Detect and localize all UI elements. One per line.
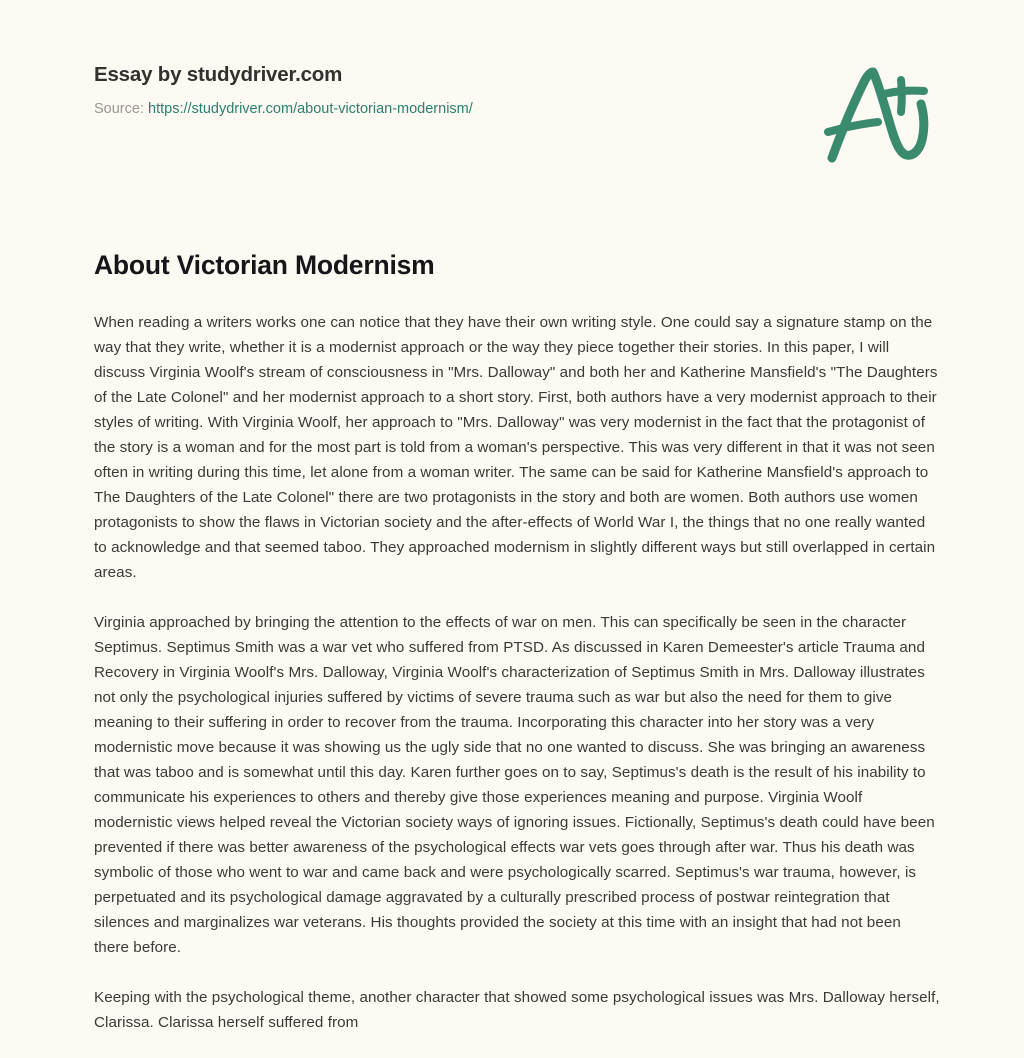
paragraph: Virginia approached by bringing the attention to the effects of war on men. This can specifically be seen in the character Septimus. Septimus Smith was a war vet who suffered from PTSD. As discussed in Karen Demeester's article Trauma and Recovery in Virginia Woolf's Mrs. Dalloway, Virginia Woolf's characterization of Septimus Smith in Mrs. Dalloway illustrates not only the psychological injuries suffered by victims of severe trauma such as war but also the need for them to give meaning to their suffering in order to recover from the trauma. Incorporating this character into her story was a very modernistic move because it was showing us the ugly side that no one wanted to discuss. She was bringing an awareness that was taboo and is somewhat until this day. Karen further goes on to say, Septimus's death is the result of his inability to communicate his experiences to others and thereby give those experiences meaning and purpose. Virginia Woolf modernistic views helped reveal the Victorian society ways of ignoring issues. Fictionally, Septimus's death could have been prevented if there was better awareness of the psychological effects war vets goes through after war. Thus his death was symbolic of those who went to war and came back and were psychologically scarred. Septimus's war trauma, however, is perpetuated and its psychological damage aggravated by a culturally prescribed process of postwar reintegration that silences and marginalizes war veterans. His thoughts provided the society at this time with an insight that had not been there before. <box>94 613 935 956</box>
studydriver-logo[interactable] <box>812 58 944 170</box>
paragraph: When reading a writers works one can notice that they have their own writing style. One could say a signature stamp on the way that they write, whether it is a modernist approach or the way they piece together their stories. In this paper, I will discuss Virginia Woolf's stream of consciousness in "Mrs. Dalloway" and both her and Katherine Mansfield's "The Daughters of the Late Colonel" and her modernist approach to a short story. First, both authors have a very modernist approach to their styles of writing. With Virginia Woolf, her approach to "Mrs. Dalloway" was very modernist in the fact that the protagonist of the story is a woman and for the most part is told from a woman's perspective. This was very different in that it was not seen often in writing during this time, let alone from a woman writer. The same can be said for Katherine Mansfield's approach to The Daughters of the Late Colonel" there are two protagonists in the story and both are women. Both authors use women protagonists to show the flaws in Victorian society and the after-effects of World War I, the things that no one really wanted to acknowledge and that seemed taboo. They approached modernism in slightly different ways but still overlapped in certain areas. <box>94 313 938 581</box>
source-line <box>94 100 734 119</box>
source-url-link[interactable]: https://studydriver.com/about-victorian-modernism/ <box>148 100 473 117</box>
a-plus-logo-icon <box>812 58 944 170</box>
essay-by-heading: Essay by studydriver.com <box>94 63 343 86</box>
article-body <box>94 310 940 1035</box>
page-header <box>0 0 1024 200</box>
article <box>94 250 940 1035</box>
paragraph: Keeping with the psychological theme, another character that showed some psychological issues was Mrs. Dalloway herself, Clarissa. Clarissa herself suffered from <box>94 988 940 1031</box>
header-text-block <box>94 62 734 118</box>
source-label: Source: <box>94 100 144 117</box>
page-title: About Victorian Modernism <box>94 250 435 280</box>
